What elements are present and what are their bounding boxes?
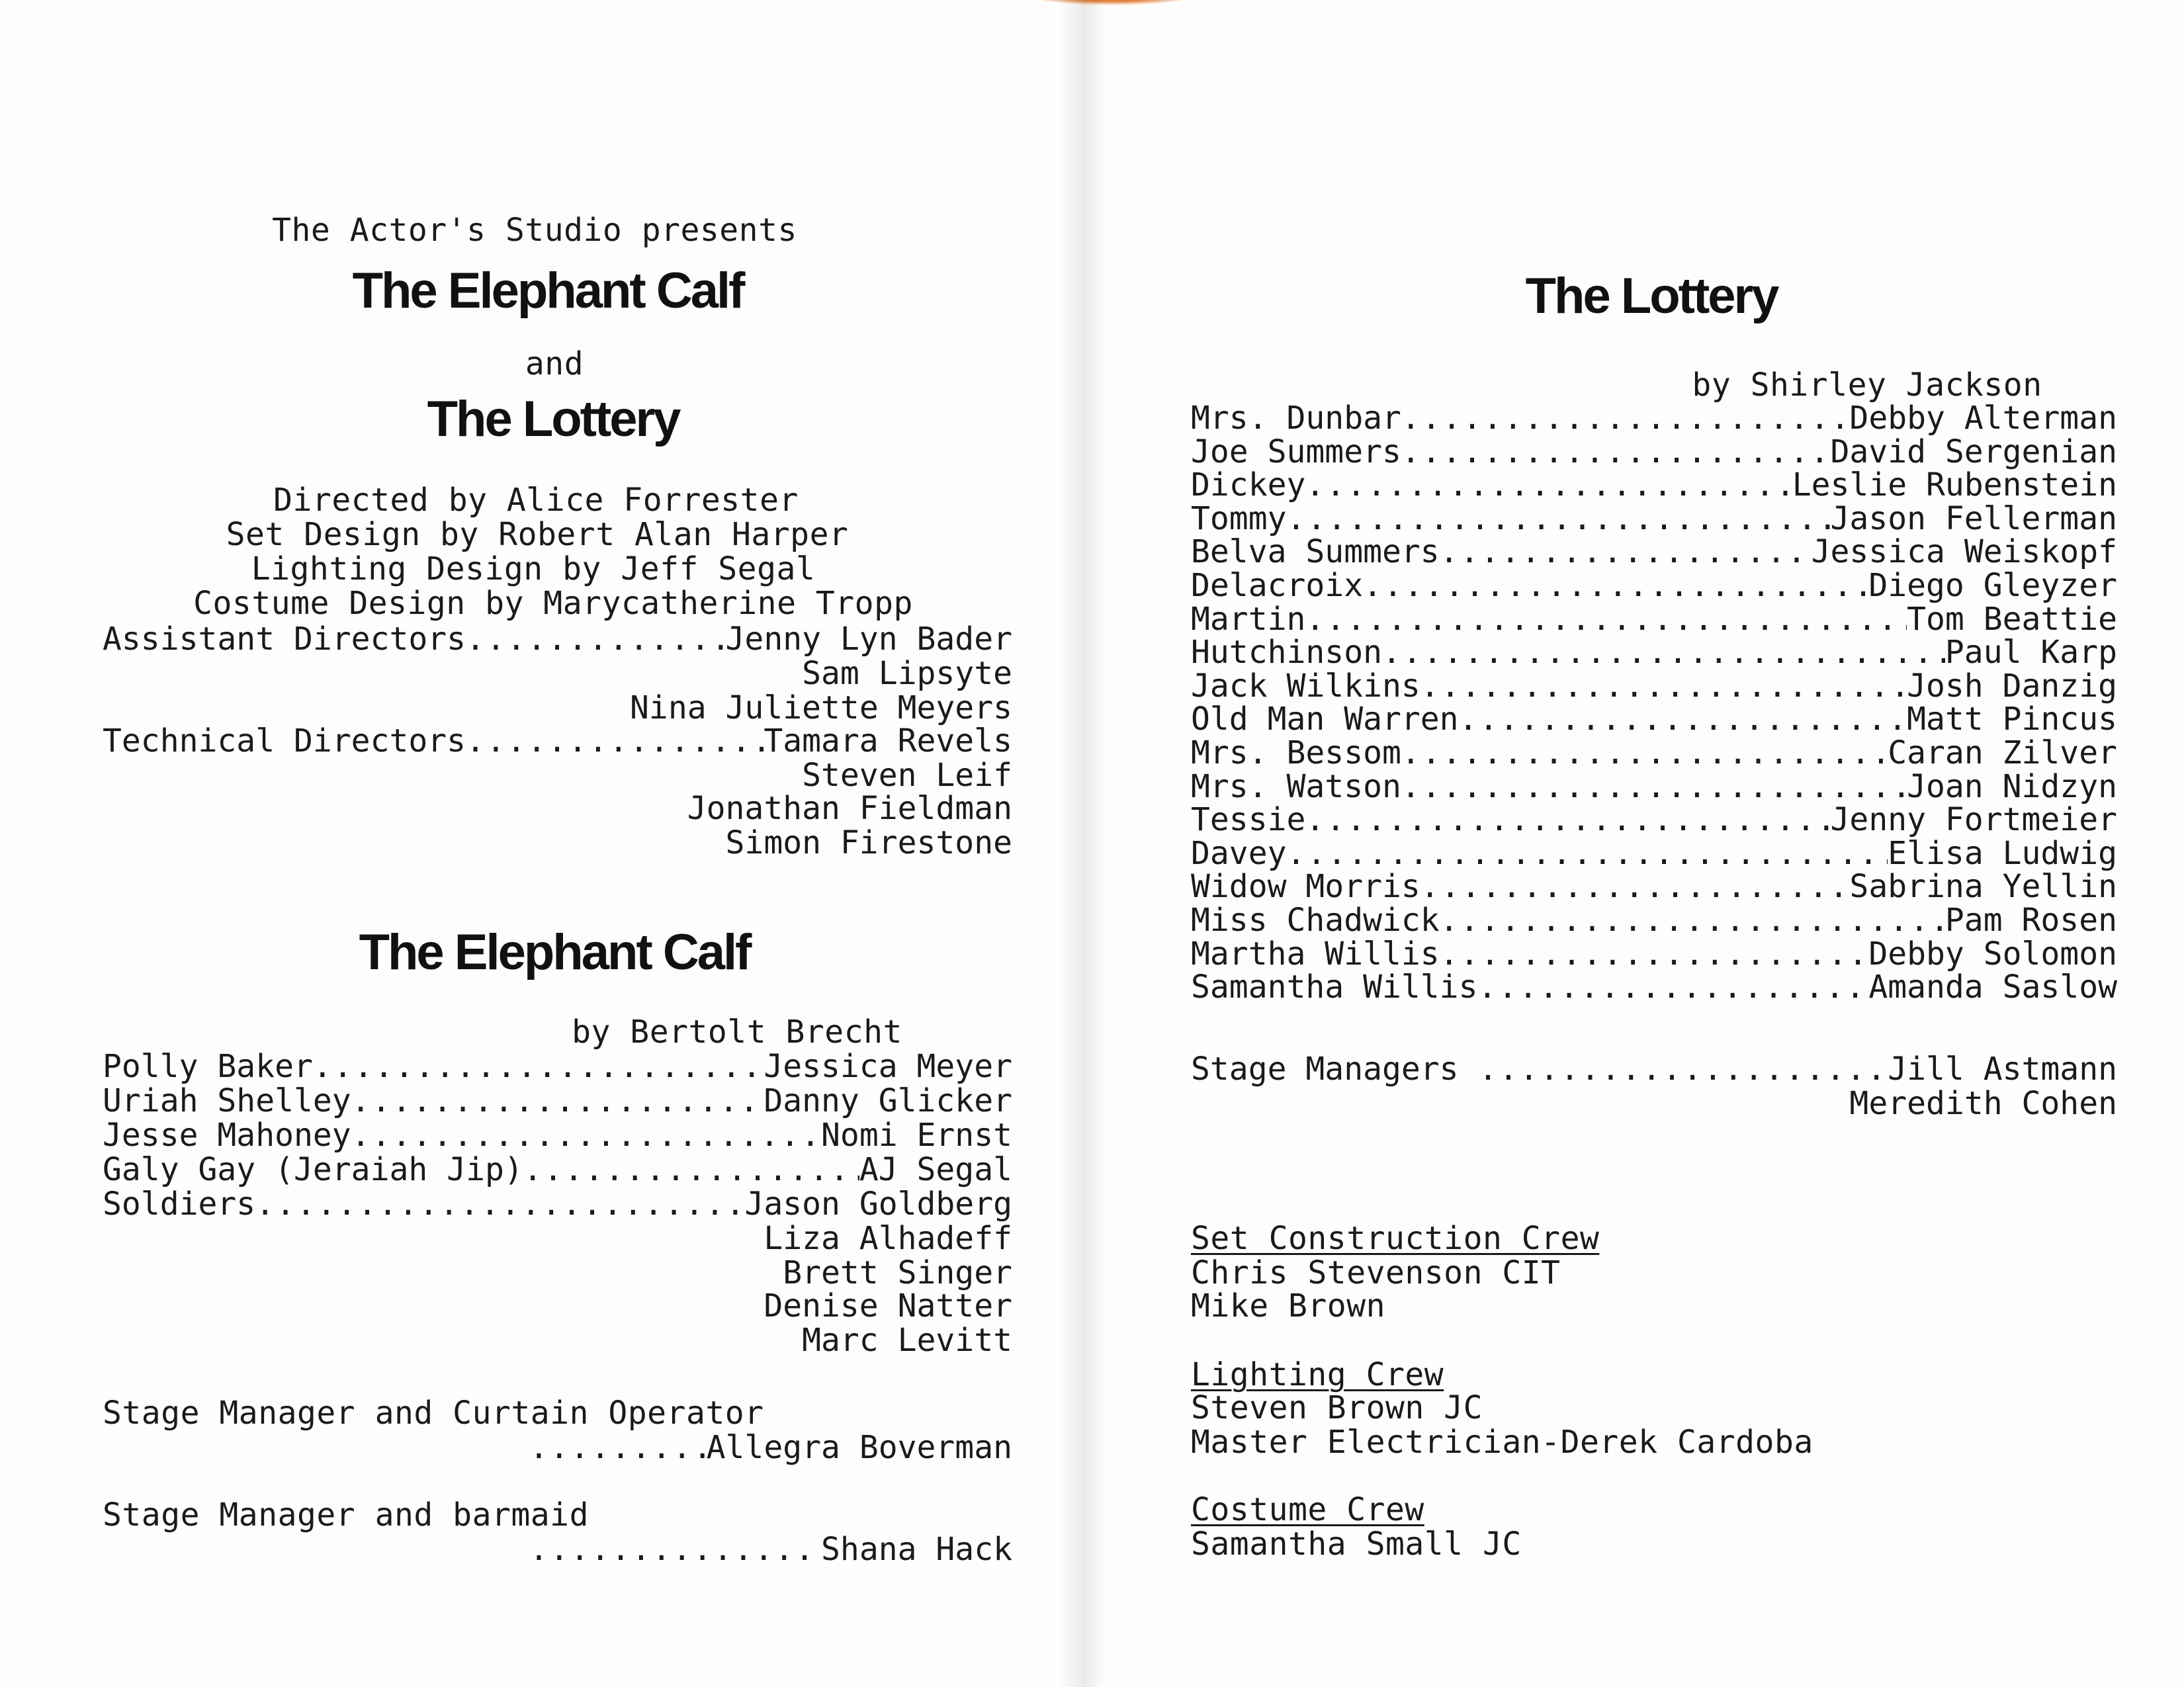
cast-row: [1191, 702, 2117, 736]
cast-actor: Matt Pincus: [1907, 701, 2117, 738]
cast-actor: Pam Rosen: [1944, 902, 2117, 939]
stage-manager-barmaid-label: Stage Manager and barmaid: [103, 1496, 589, 1534]
cast-row: [103, 1152, 1012, 1187]
leader-dots: [1440, 937, 1869, 971]
cast-role: Miss Chadwick: [1191, 902, 1440, 939]
cast-row: [1191, 401, 2117, 435]
cast-role: Mrs. Dunbar: [1191, 400, 1401, 437]
cast-row: [1191, 769, 2117, 804]
technical-director-name: Steven Leif: [802, 757, 1012, 794]
soldier-actor: Denise Natter: [764, 1287, 1012, 1324]
leader-dots: [1363, 568, 1868, 603]
cast-actor: Caran Zilver: [1888, 734, 2117, 771]
leader-dots: [1459, 702, 1907, 736]
crew-heading-lighting: Lighting Crew: [1191, 1356, 1444, 1393]
leader-dots: [466, 622, 725, 656]
technical-directors-row: [103, 724, 1012, 758]
leader-dots: [1477, 970, 1868, 1004]
assistant-directors-label: Assistant Directors: [103, 621, 466, 658]
cast-role: Jesse Mahoney: [103, 1117, 351, 1154]
soldier-actor: Brett Singer: [783, 1254, 1012, 1291]
cast-actor: Sabrina Yellin: [1849, 868, 2117, 905]
credit-set-design: Set Design by Robert Alan Harper: [226, 516, 849, 553]
leader-dots: [466, 724, 764, 758]
cast-actor: Josh Danzig: [1907, 668, 2117, 705]
leader-dots: [529, 1532, 821, 1567]
leader-dots: [1440, 535, 1812, 569]
crew-member: Steven Brown JC: [1191, 1389, 1483, 1426]
cast-role: Galy Gay (Jeraiah Jip): [103, 1151, 523, 1188]
leader-dots: [1305, 468, 1792, 502]
cast-role: Joe Summers: [1191, 433, 1401, 470]
soldier-actor: Marc Levitt: [802, 1322, 1012, 1359]
cast-row: [103, 1187, 1012, 1221]
technical-director-name: Jonathan Fieldman: [687, 790, 1012, 827]
cast-role: Delacroix: [1191, 567, 1364, 604]
leader-dots: [529, 1430, 707, 1465]
crew-member: Samantha Small JC: [1191, 1526, 1522, 1563]
cast-role: Polly Baker: [103, 1048, 313, 1085]
cast-role: Tessie: [1191, 801, 1306, 838]
cast-row: [103, 1084, 1012, 1118]
cast-row: [1191, 937, 2117, 971]
section-title-lottery: The Lottery: [1525, 268, 1778, 324]
leader-dots: [523, 1152, 859, 1187]
cast-role: Soldiers: [103, 1186, 256, 1223]
crew-member: Chris Stevenson CIT: [1191, 1254, 1561, 1291]
leader-dots: [255, 1187, 744, 1221]
author-jackson: by Shirley Jackson: [1692, 367, 2042, 404]
cast-role: Old Man Warren: [1191, 701, 1459, 738]
cast-actor: Jason Goldberg: [744, 1186, 1012, 1223]
credit-lighting-design: Lighting Design by Jeff Segal: [251, 550, 816, 587]
stage-manager-name: Jill Astmann: [1888, 1051, 2117, 1088]
presenter-line: The Actor's Studio presents: [272, 212, 797, 249]
cast-actor: Danny Glicker: [764, 1082, 1012, 1119]
technical-director-name: Tamara Revels: [764, 722, 1012, 759]
cast-row: [1191, 635, 2117, 670]
cast-actor: Leslie Rubenstein: [1792, 466, 2117, 503]
stage-manager-curtain-label: Stage Manager and Curtain Operator: [103, 1395, 764, 1432]
cast-role: Belva Summers: [1191, 533, 1440, 570]
cast-actor: Jenny Fortmeier: [1830, 801, 2117, 838]
cast-row: [1191, 535, 2117, 569]
cast-row: [103, 1049, 1012, 1084]
cast-role: Uriah Shelley: [103, 1082, 351, 1119]
cast-row: [1191, 970, 2117, 1004]
cast-row: [1191, 435, 2117, 469]
cast-row: [1191, 468, 2117, 502]
leader-dots: [1305, 802, 1830, 837]
leader-dots: [1479, 1052, 1888, 1086]
cast-role: Mrs. Watson: [1191, 768, 1401, 805]
stage-manager-barmaid-name: Shana Hack: [821, 1531, 1012, 1568]
stage-manager-name: Meredith Cohen: [1849, 1085, 2117, 1122]
crew-heading-set-construction: Set Construction Crew: [1191, 1220, 1600, 1257]
cast-row: [1191, 736, 2117, 770]
cast-actor: Jason Fellerman: [1830, 500, 2117, 537]
cast-role: Martin: [1191, 601, 1306, 638]
left-page: [0, 0, 1072, 1687]
cast-actor: Debby Alterman: [1849, 400, 2117, 437]
cast-role: Samantha Willis: [1191, 969, 1478, 1006]
cast-role: Jack Wilkins: [1191, 668, 1420, 705]
cast-actor: Diego Gleyzer: [1868, 567, 2117, 604]
leader-dots: [1287, 501, 1831, 536]
leader-dots: [313, 1049, 764, 1084]
soldier-actor: Liza Alhadeff: [764, 1220, 1012, 1257]
cast-actor: Jessica Meyer: [764, 1048, 1012, 1085]
cast-role: Martha Willis: [1191, 935, 1440, 973]
cast-role: Mrs. Bessom: [1191, 734, 1401, 771]
cast-role: Davey: [1191, 835, 1287, 872]
cast-actor: Elisa Ludwig: [1888, 835, 2117, 872]
leader-dots: [1401, 736, 1888, 770]
technical-directors-label: Technical Directors: [103, 722, 466, 759]
assistant-directors-row: [103, 622, 1012, 656]
credit-costume-design: Costume Design by Marycatherine Tropp: [193, 585, 913, 622]
cast-actor: Nomi Ernst: [821, 1117, 1012, 1154]
cast-row: [1191, 903, 2117, 937]
title-lottery: The Lottery: [427, 391, 679, 447]
stage-managers-label: Stage Managers: [1191, 1051, 1459, 1088]
stage-manager-curtain-name: Allegra Boverman: [706, 1429, 1012, 1466]
cast-actor: Debby Solomon: [1868, 935, 2117, 973]
leader-dots: [351, 1118, 821, 1152]
cast-actor: Amanda Saslow: [1868, 969, 2117, 1006]
cast-actor: Jessica Weiskopf: [1811, 533, 2117, 570]
stage-managers-row: [1191, 1052, 2117, 1086]
cast-role: Hutchinson: [1191, 634, 1382, 671]
stage-manager-barmaid-row: [529, 1532, 1012, 1567]
cast-row: [1191, 568, 2117, 603]
and-line: and: [525, 345, 584, 382]
author-brecht: by Bertolt Brecht: [572, 1014, 902, 1051]
leader-dots: [1420, 669, 1907, 703]
cast-actor: Joan Nidzyn: [1907, 768, 2117, 805]
leader-dots: [1420, 869, 1850, 904]
cast-role: Dickey: [1191, 466, 1306, 503]
cast-row: [1191, 669, 2117, 703]
assistant-director-name: Sam Lipsyte: [802, 655, 1012, 692]
cast-row: [1191, 602, 2117, 636]
cast-role: Tommy: [1191, 500, 1287, 537]
stage-manager-curtain-row: [529, 1430, 1012, 1465]
credit-director: Directed by Alice Forrester: [273, 482, 799, 519]
crew-member: Master Electrician-Derek Cardoba: [1191, 1424, 1813, 1461]
cast-row: [1191, 802, 2117, 837]
cast-actor: AJ Segal: [859, 1151, 1012, 1188]
leader-dots: [1382, 635, 1945, 670]
section-title-elephant-calf: The Elephant Calf: [359, 924, 750, 980]
leader-dots: [1401, 401, 1850, 435]
leader-dots: [351, 1084, 764, 1118]
assistant-director-name: Jenny Lyn Bader: [725, 621, 1012, 658]
leader-dots: [1401, 769, 1907, 804]
leader-dots: [1440, 903, 1945, 937]
crew-member: Mike Brown: [1191, 1287, 1385, 1324]
leader-dots: [1401, 435, 1831, 469]
title-elephant-calf: The Elephant Calf: [352, 263, 744, 319]
cast-actor: David Sergenian: [1830, 433, 2117, 470]
cast-actor: Tom Beattie: [1907, 601, 2117, 638]
leader-dots: [1305, 602, 1907, 636]
cast-row: [103, 1118, 1012, 1152]
leader-dots: [1287, 836, 1888, 871]
cast-actor: Paul Karp: [1944, 634, 2117, 671]
cast-row: [1191, 501, 2117, 536]
crew-heading-costume: Costume Crew: [1191, 1491, 1424, 1528]
cast-row: [1191, 869, 2117, 904]
right-page: [1098, 0, 2184, 1687]
cast-row: [1191, 836, 2117, 871]
technical-director-name: Simon Firestone: [725, 824, 1012, 861]
assistant-director-name: Nina Juliette Meyers: [630, 689, 1012, 726]
cast-role: Widow Morris: [1191, 868, 1420, 905]
